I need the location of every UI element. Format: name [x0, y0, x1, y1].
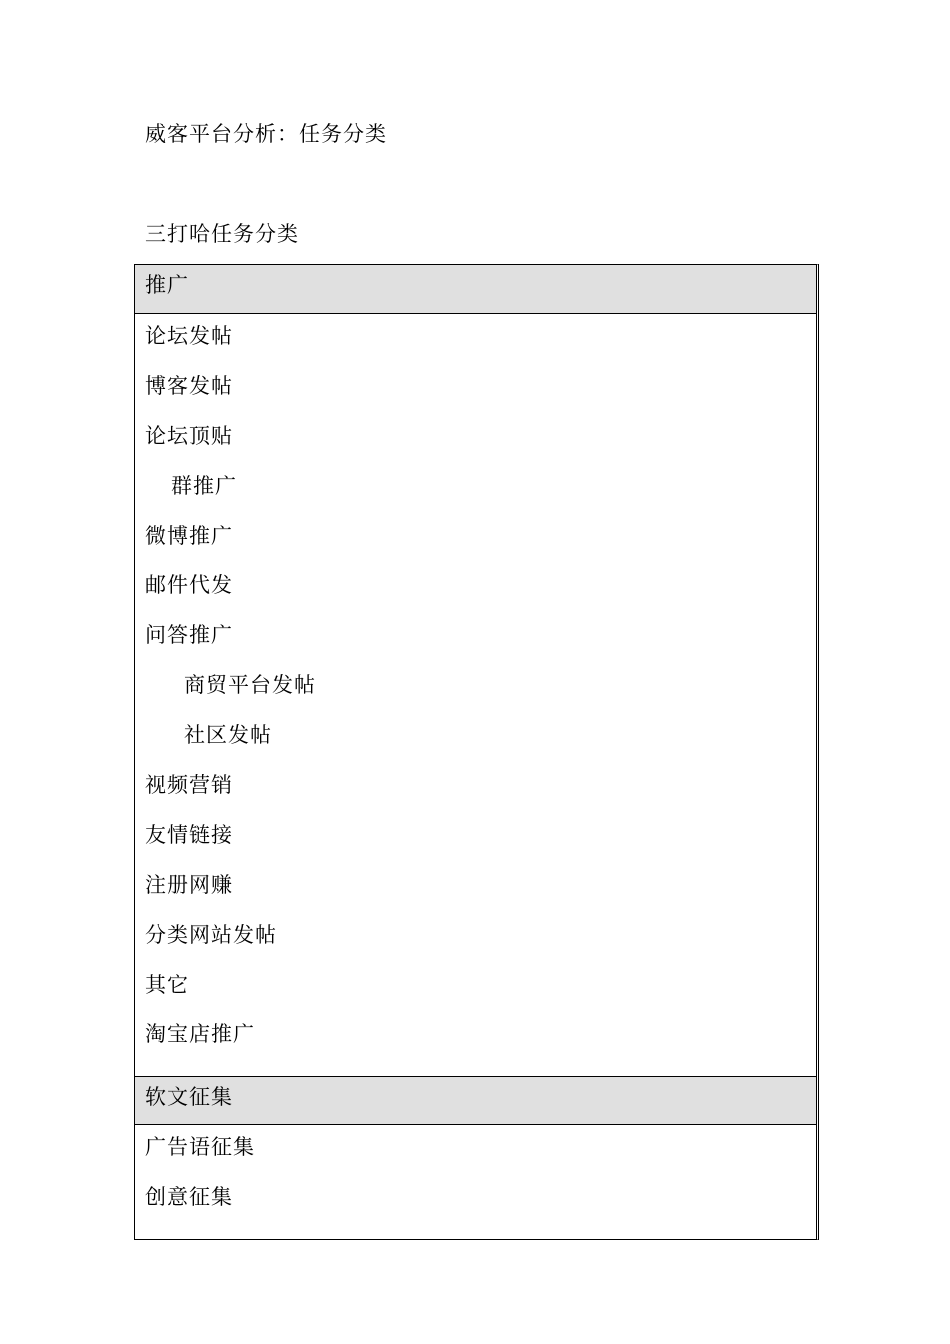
category-header-soft-article: 软文征集 [135, 1076, 816, 1125]
category-header-promotion: 推广 [135, 265, 816, 314]
task-item: 商贸平台发帖 [184, 673, 316, 698]
task-item: 社区发帖 [184, 723, 272, 748]
task-category-table [134, 264, 819, 1240]
task-item: 微博推广 [145, 523, 233, 548]
task-item: 友情链接 [145, 822, 233, 847]
task-item: 注册网赚 [145, 872, 233, 897]
document-title: 威客平台分析：任务分类 [145, 122, 387, 146]
task-item: 广告语征集 [145, 1135, 255, 1160]
task-item: 论坛顶贴 [145, 423, 233, 448]
task-item: 创意征集 [145, 1185, 233, 1210]
task-item: 淘宝店推广 [145, 1022, 255, 1047]
task-item: 问答推广 [145, 623, 233, 648]
category-body-promotion [135, 314, 816, 1076]
task-item: 其它 [145, 972, 189, 997]
task-item: 群推广 [171, 473, 237, 498]
category-body-soft-article [135, 1125, 816, 1239]
task-item: 视频营销 [145, 773, 233, 798]
task-item: 邮件代发 [145, 573, 233, 598]
task-item: 博客发帖 [145, 373, 233, 398]
task-item: 论坛发帖 [145, 324, 233, 348]
task-item: 分类网站发帖 [145, 922, 277, 947]
section-title: 三打哈任务分类 [145, 222, 299, 246]
